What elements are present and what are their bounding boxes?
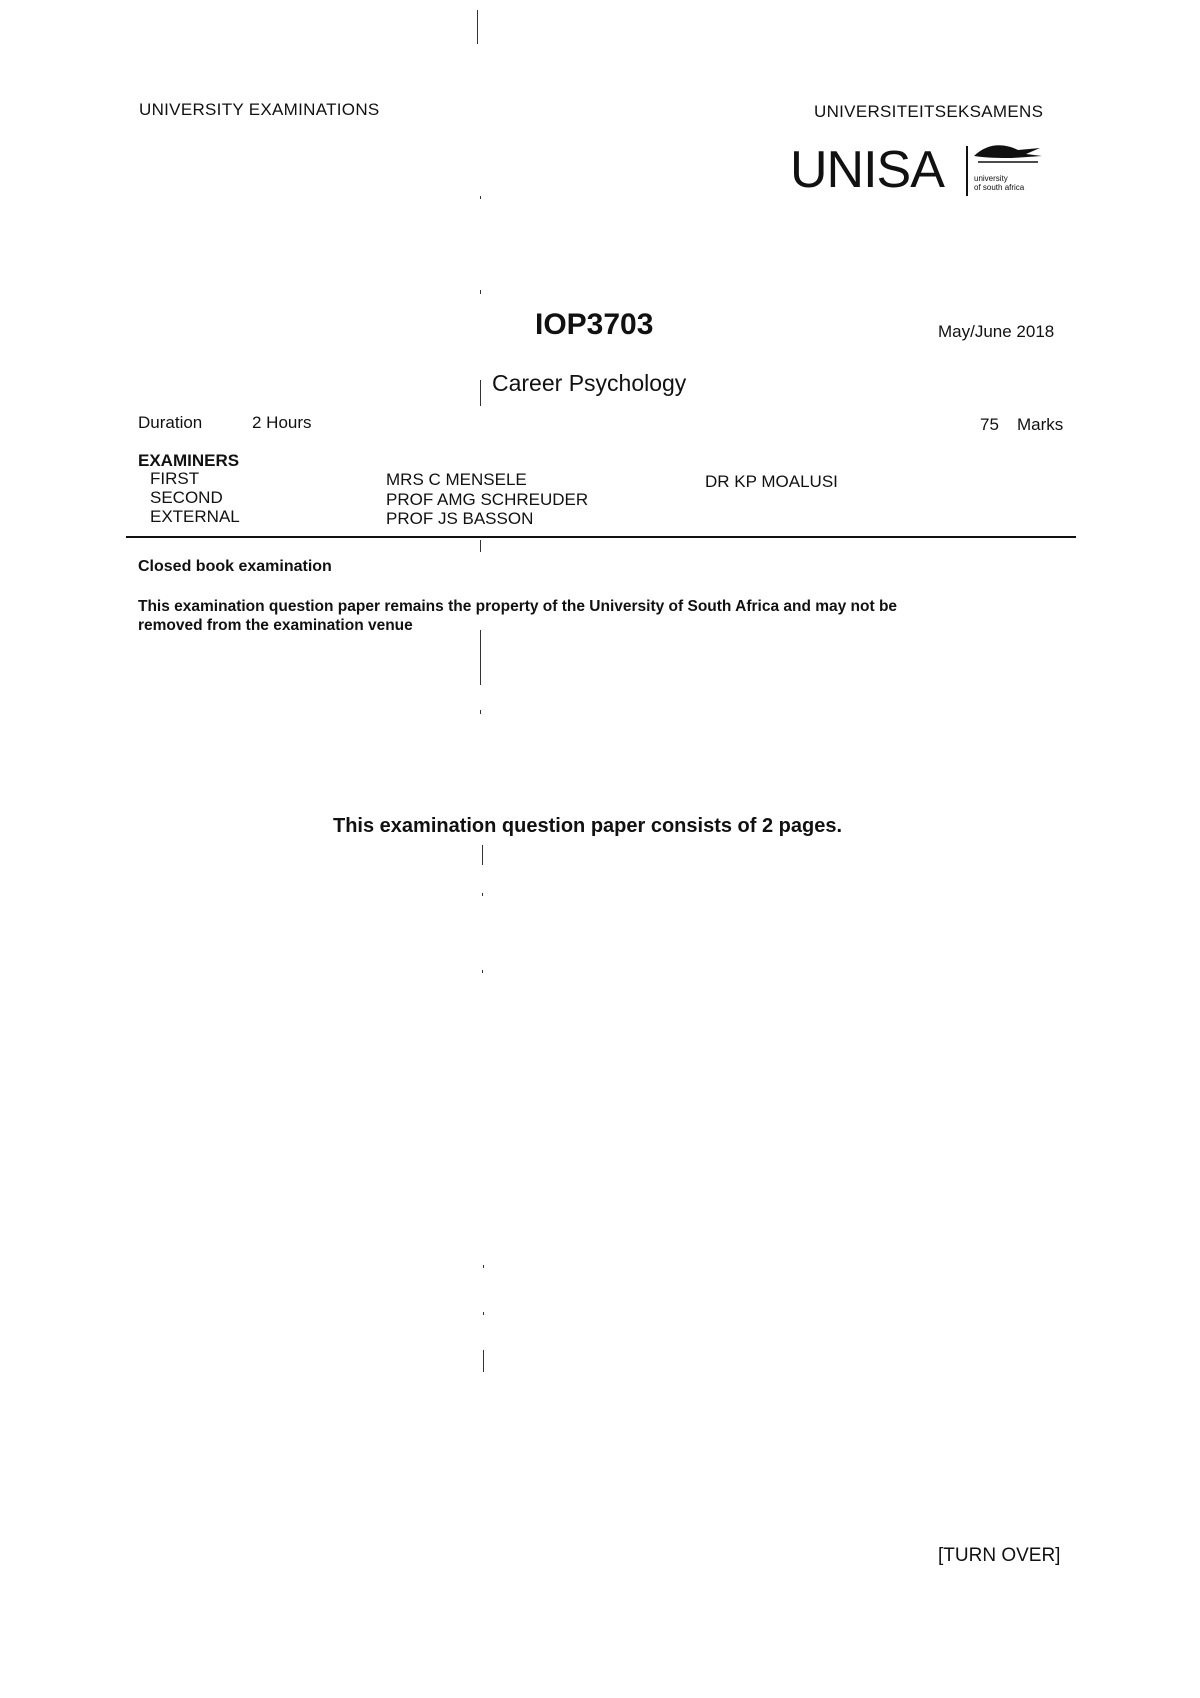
closed-book-note: Closed book examination (138, 558, 332, 575)
fold-mark (480, 380, 481, 406)
fold-mark (480, 710, 481, 714)
fold-mark (483, 1312, 484, 1315)
logo-subtext-2: of south africa (974, 183, 1025, 192)
examiner-extra: DR KP MOALUSI (705, 472, 838, 491)
logo-divider (966, 146, 968, 196)
fold-mark (480, 630, 481, 685)
examiner-name: MRS C MENSELE (386, 470, 527, 489)
header-rule (126, 536, 1076, 538)
header-left: UNIVERSITY EXAMINATIONS (139, 100, 380, 119)
fold-mark (483, 1350, 484, 1372)
header-right: UNIVERSITEITSEKSAMENS (814, 102, 1044, 121)
logo-subtext-1: university (974, 174, 1008, 183)
pages-note: This examination question paper consists of 2 pages. (333, 815, 843, 837)
examiner-name: PROF JS BASSON (386, 509, 534, 528)
marks-label: Marks (1017, 415, 1064, 434)
unisa-logo (790, 138, 1060, 208)
examiner-name: PROF AMG SCHREUDER (386, 490, 589, 509)
examiners-heading: EXAMINERS (138, 451, 240, 470)
examiner-role: FIRST (150, 469, 200, 488)
fold-mark (482, 970, 483, 973)
property-note-line1: This examination question paper remains the property of the University of South Africa and may not be (138, 598, 898, 615)
logo-emblem-icon (972, 142, 1044, 168)
examiner-role: SECOND (150, 488, 223, 507)
fold-mark (483, 1265, 484, 1268)
fold-mark (482, 893, 483, 896)
fold-mark (482, 845, 483, 865)
examiner-role: EXTERNAL (150, 507, 240, 526)
fold-mark (480, 290, 481, 294)
property-note-line2: removed from the examination venue (138, 617, 413, 634)
fold-mark (480, 196, 481, 199)
logo-wordmark: UNISA (790, 141, 944, 199)
duration-value: 2 Hours (252, 413, 312, 432)
marks-value: 75 (980, 415, 999, 434)
fold-mark (480, 540, 481, 552)
course-title: Career Psychology (492, 370, 687, 396)
fold-mark (477, 10, 478, 44)
turn-over: [TURN OVER] (938, 1545, 1061, 1566)
exam-date: May/June 2018 (938, 322, 1055, 341)
course-code: IOP3703 (535, 308, 654, 341)
duration-label: Duration (138, 413, 203, 432)
